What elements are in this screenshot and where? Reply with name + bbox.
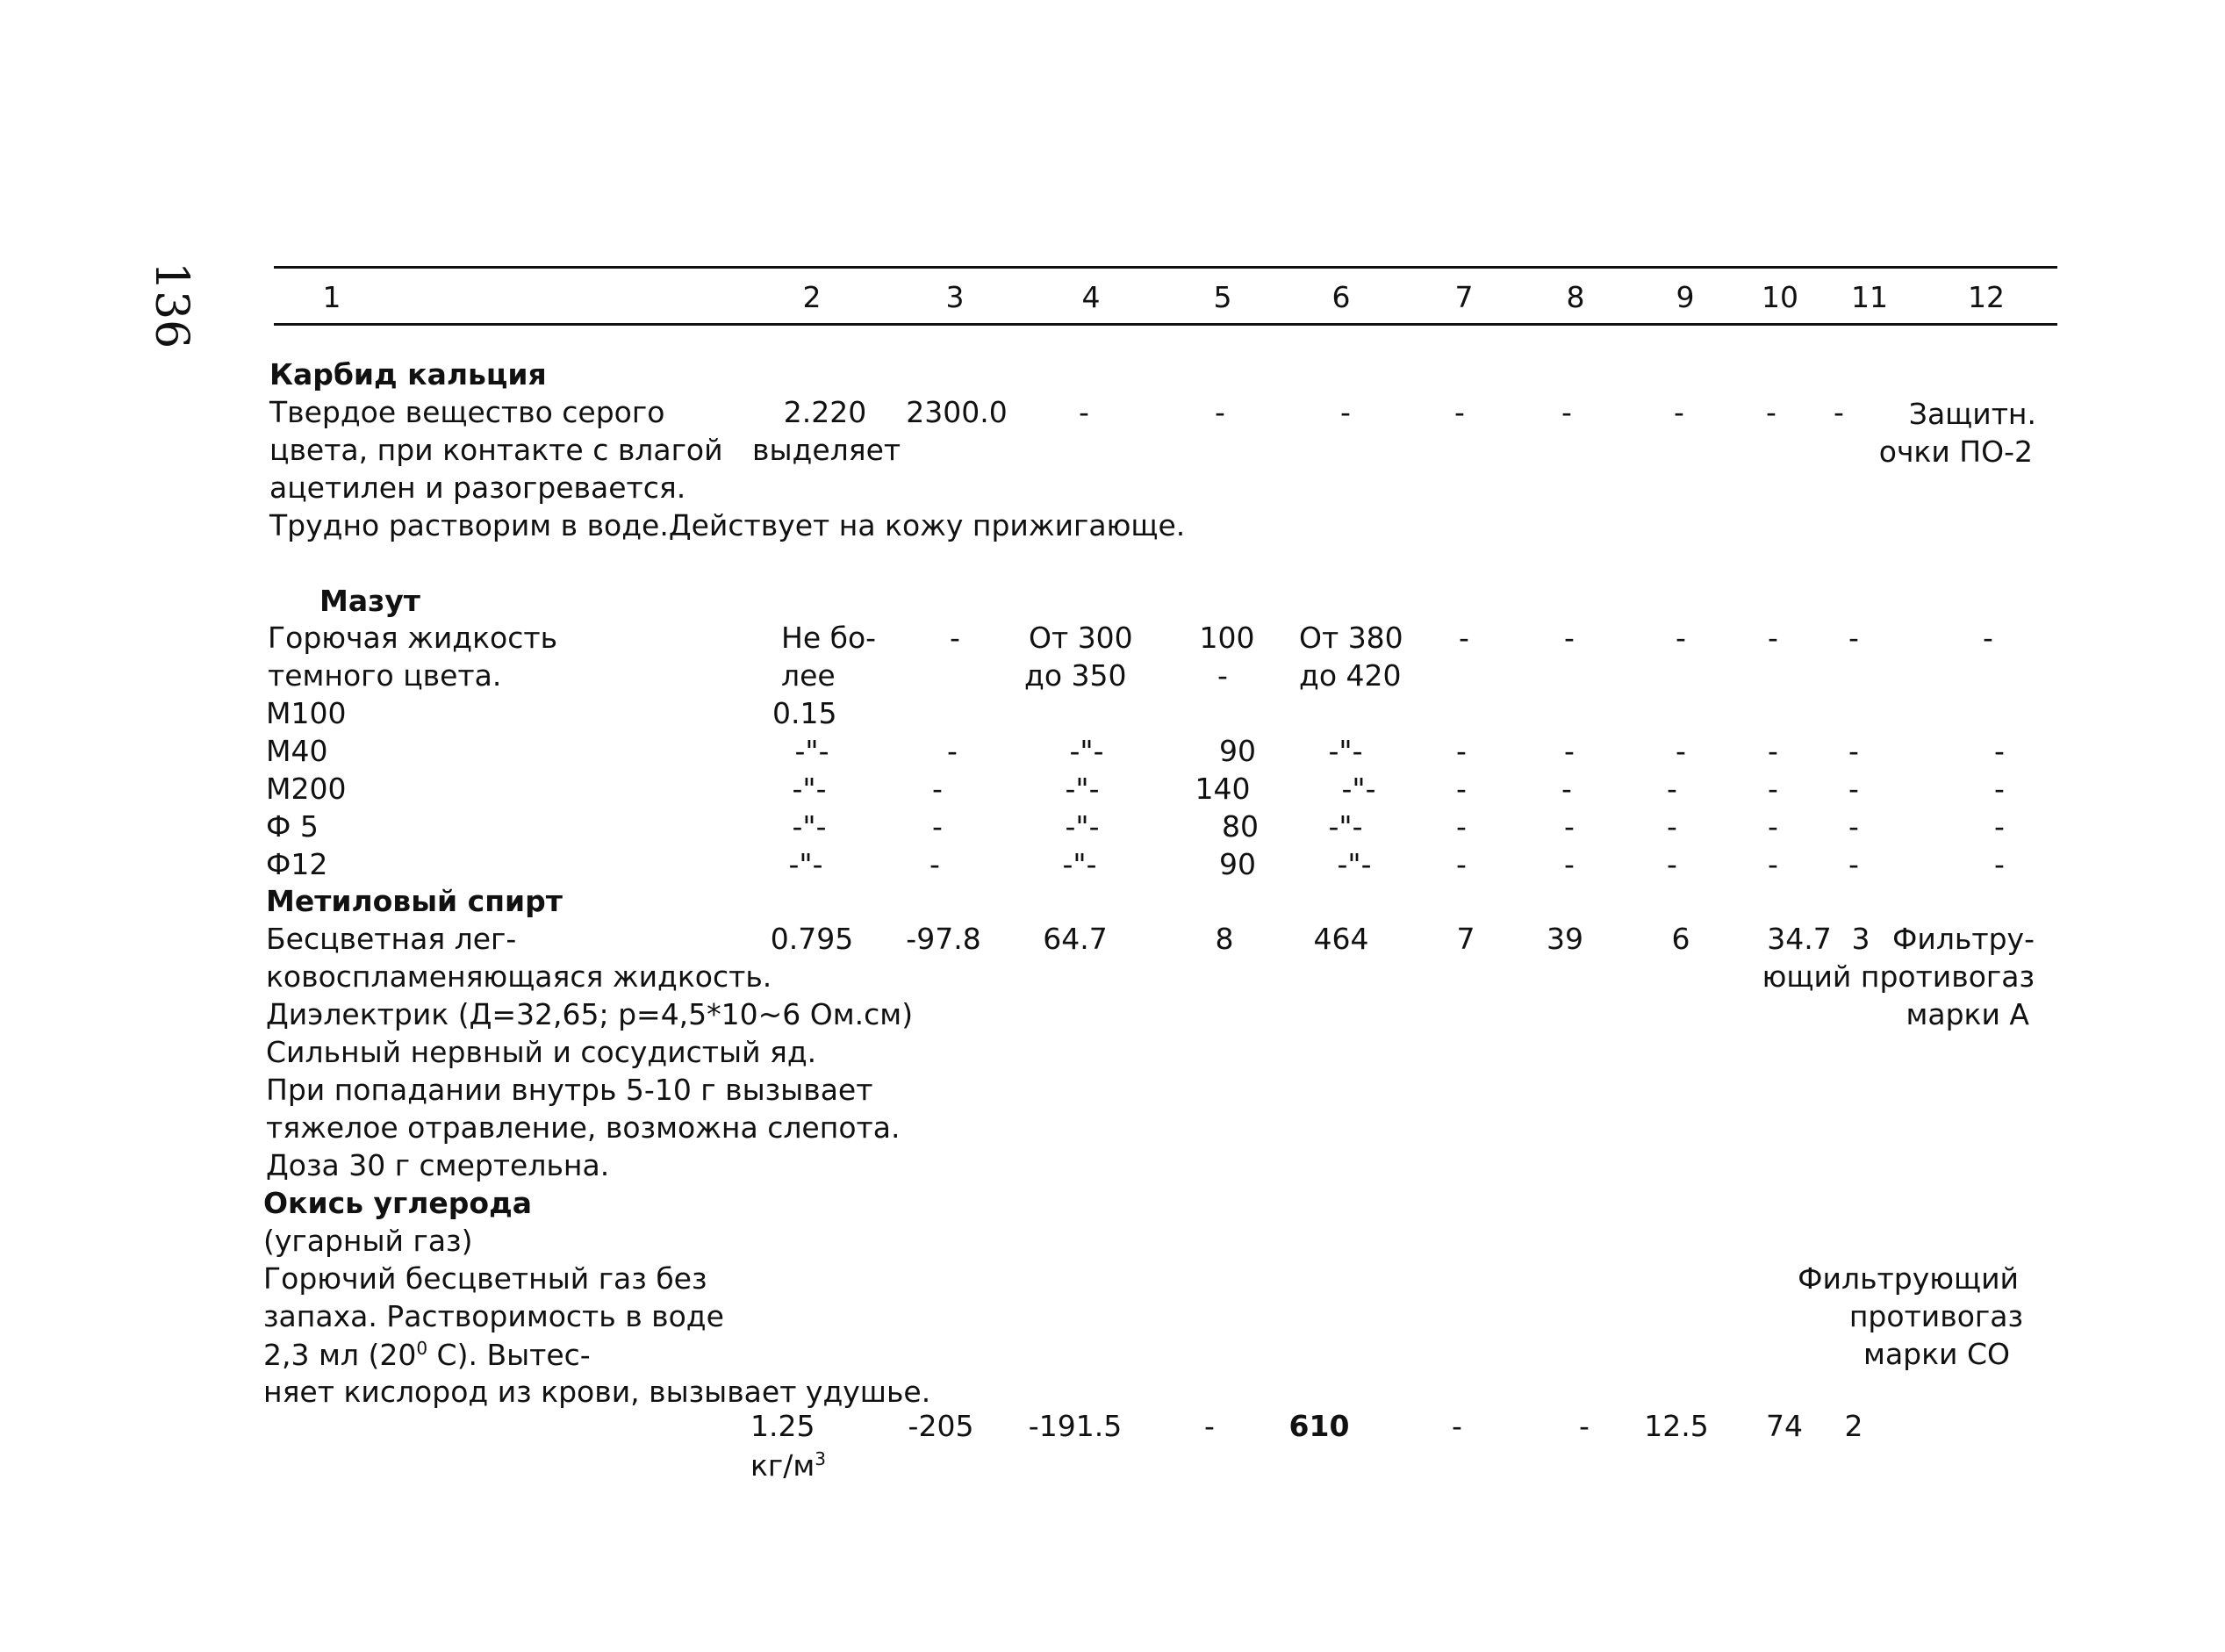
value-cell: -: [1564, 734, 1575, 768]
column-header: 2: [802, 280, 822, 314]
value-cell: 6: [1671, 922, 1690, 956]
value-cell: От 380: [1299, 621, 1403, 655]
value-cell: -: [1667, 809, 1677, 844]
description-line: Горючий бесцветный газ без: [263, 1261, 707, 1296]
table-top-rule: [274, 266, 2057, 269]
value-cell: 2.220: [783, 395, 867, 429]
value-cell: 39: [1547, 922, 1583, 956]
description-line: темного цвета.: [268, 658, 502, 693]
value-cell: -: [1217, 658, 1228, 693]
section-title: Окись углерода: [263, 1186, 533, 1220]
value-cell: -: [1848, 809, 1859, 844]
page-number: 136: [145, 262, 197, 349]
value-cell: 464: [1313, 922, 1369, 956]
value-cell: -: [932, 772, 943, 806]
protection-text: противогаз: [1848, 1299, 2023, 1333]
value-cell: 0.795: [770, 922, 854, 956]
grade-name: М100: [266, 696, 347, 730]
value-cell: -: [1848, 734, 1859, 768]
value-cell: -"-: [1065, 809, 1100, 844]
value-cell: -"-: [794, 734, 829, 768]
value-cell: -: [1340, 395, 1351, 429]
value-cell: -: [1983, 621, 1993, 655]
value-cell: -"-: [1069, 734, 1104, 768]
column-header: 8: [1566, 280, 1585, 314]
value-cell: -"-: [1328, 734, 1363, 768]
column-header: 4: [1081, 280, 1101, 314]
protection-text: марки А: [1906, 997, 2029, 1031]
value-cell: -: [1215, 395, 1225, 429]
description-line: цвета, при контакте с влагой: [269, 433, 723, 467]
table-header-rule: [274, 323, 2057, 326]
value-cell: -191.5: [1028, 1409, 1123, 1443]
value-cell: -: [1768, 734, 1778, 768]
description-line: 2,3 мл ($20^0$ С). Вытес-: [263, 1338, 591, 1372]
value-cell: 8: [1215, 922, 1234, 956]
value-cell: 1.25: [750, 1409, 815, 1443]
value-cell: -"-: [1341, 772, 1376, 806]
value-cell: -: [1667, 772, 1677, 806]
value-cell: 140: [1195, 772, 1251, 806]
value-cell: -: [1456, 809, 1467, 844]
protection-text: Защитн.: [1908, 397, 2036, 431]
description-line: тяжелое отравление, возможна слепота.: [266, 1110, 901, 1145]
column-header: 7: [1454, 280, 1474, 314]
value-cell: -: [1994, 772, 2005, 806]
protection-text: ющий противогаз: [1762, 959, 2035, 994]
description-line: запаха. Растворимость в воде: [263, 1299, 724, 1333]
value-cell: 2: [1844, 1409, 1863, 1443]
description-line: Сильный нервный и сосудистый яд.: [266, 1035, 817, 1069]
column-header: 10: [1762, 280, 1798, 314]
grade-name: Ф 5: [266, 809, 319, 844]
value-cell: -: [932, 809, 943, 844]
protection-text: очки ПО-2: [1878, 435, 2033, 469]
value-cell: -: [1676, 621, 1686, 655]
value-cell: -: [1579, 1409, 1590, 1443]
value-cell: Не бо-: [781, 621, 877, 655]
value-cell: -: [1994, 809, 2005, 844]
grade-name: М200: [266, 772, 347, 806]
value-cell: 90: [1219, 734, 1256, 768]
column-header: 9: [1676, 280, 1695, 314]
value-cell: -: [1768, 809, 1778, 844]
value-cell: -: [1848, 847, 1859, 881]
value-cell: -: [947, 734, 958, 768]
column-header: 12: [1968, 280, 2005, 314]
value-cell: -: [1994, 734, 2005, 768]
column-header: 5: [1213, 280, 1232, 314]
description-line: ковоспламеняющаяся жидкость.: [266, 959, 772, 994]
description-line: Бесцветная лег-: [266, 922, 517, 956]
grade-name: Ф12: [266, 847, 328, 881]
value-cell: От 300: [1029, 621, 1133, 655]
value-cell: -: [950, 621, 960, 655]
value-cell: -"-: [1065, 772, 1100, 806]
value-cell: 0.15: [772, 696, 837, 730]
value-cell: 100: [1199, 621, 1255, 655]
value-cell: -: [1994, 847, 2005, 881]
value-cell: -: [1456, 772, 1467, 806]
column-header: 3: [945, 280, 965, 314]
value-cell: -"-: [792, 772, 827, 806]
column-header: 6: [1331, 280, 1351, 314]
value-cell: -: [1564, 809, 1575, 844]
value-cell: 2300.0: [906, 395, 1008, 429]
description-line: ацетилен и разогревается.: [269, 470, 686, 505]
description-line: выделяет: [752, 433, 901, 467]
value-cell: 64.7: [1043, 922, 1108, 956]
value-cell: 12.5: [1644, 1409, 1709, 1443]
value-cell: до 350: [1024, 658, 1127, 693]
value-cell: до 420: [1299, 658, 1402, 693]
value-cell: лее: [781, 658, 836, 693]
value-cell: -: [1676, 734, 1686, 768]
value-cell: -: [1768, 621, 1778, 655]
description-line: Горючая жидкость: [268, 621, 558, 655]
value-cell: -: [1561, 772, 1572, 806]
value-cell: -: [1766, 395, 1776, 429]
protection-text: Фильтрующий: [1798, 1261, 2019, 1296]
section-title: Метиловый спирт: [266, 884, 563, 918]
protection-text: Фильтру-: [1891, 922, 2035, 956]
value-cell: -: [1459, 621, 1469, 655]
value-cell: -: [1848, 621, 1859, 655]
value-cell: -: [1456, 734, 1467, 768]
value-cell: 7: [1456, 922, 1475, 956]
value-cell: 610: [1288, 1409, 1350, 1443]
value-cell: -: [1204, 1409, 1215, 1443]
value-cell: 3: [1851, 922, 1870, 956]
value-cell: -"-: [1337, 847, 1372, 881]
section-title: Карбид кальция: [269, 357, 547, 391]
value-cell: 90: [1219, 847, 1256, 881]
description-line: Твердое вещество серого: [269, 395, 665, 429]
value-cell: -"-: [1062, 847, 1097, 881]
value-cell: -97.8: [906, 922, 981, 956]
value-cell: -: [1834, 395, 1844, 429]
value-cell: -: [1561, 395, 1572, 429]
value-cell: -"-: [788, 847, 823, 881]
description-line: Диэлектрик (Д=32,65; р=4,5*10~6 Ом.см): [266, 997, 914, 1031]
value-cell: -: [1452, 1409, 1462, 1443]
value-cell: 80: [1222, 809, 1259, 844]
value-cell: 74: [1766, 1409, 1803, 1443]
unit-label: $кг/м^3$: [750, 1448, 827, 1483]
value-cell: -: [1079, 395, 1089, 429]
value-cell: -: [1768, 847, 1778, 881]
value-cell: -"-: [792, 809, 827, 844]
value-cell: -: [1454, 395, 1465, 429]
value-cell: -: [1768, 772, 1778, 806]
section-subtitle: (угарный газ): [263, 1224, 473, 1258]
description-line: Трудно растворим в воде.Действует на кожу прижигающе.: [269, 508, 1186, 542]
value-cell: -: [1674, 395, 1684, 429]
description-line: няет кислород из крови, вызывает удушье.: [263, 1375, 931, 1409]
grade-name: М40: [266, 734, 328, 768]
value-cell: -205: [908, 1409, 974, 1443]
value-cell: -: [1848, 772, 1859, 806]
value-cell: -: [1564, 847, 1575, 881]
value-cell: -: [1456, 847, 1467, 881]
value-cell: 34.7: [1767, 922, 1832, 956]
description-line: При попадании внутрь 5-10 г вызывает: [266, 1073, 873, 1107]
value-cell: -"-: [1328, 809, 1363, 844]
value-cell: -: [929, 847, 940, 881]
value-cell: -: [1667, 847, 1677, 881]
column-header: 1: [322, 280, 341, 314]
section-title: Мазут: [319, 584, 420, 618]
column-header: 11: [1851, 280, 1888, 314]
description-line: Доза 30 г смертельна.: [266, 1148, 610, 1182]
value-cell: -: [1564, 621, 1575, 655]
protection-text: марки СО: [1863, 1337, 2010, 1371]
